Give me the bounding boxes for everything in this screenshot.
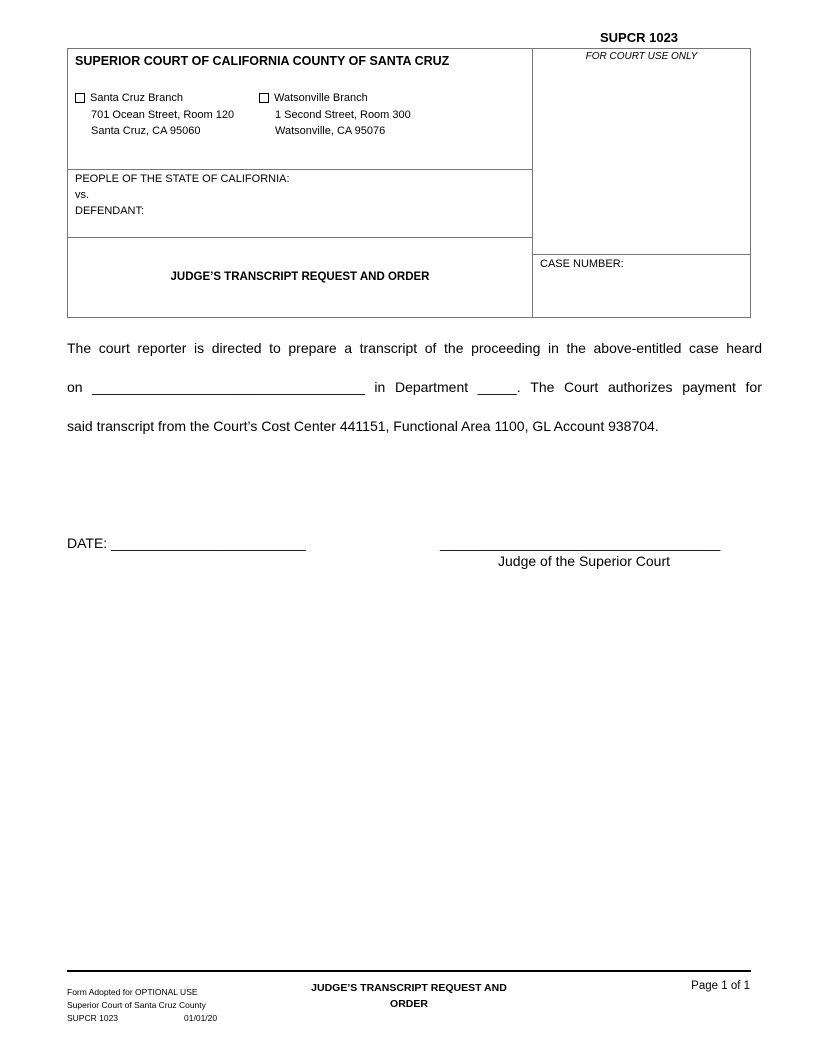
parties-block bbox=[75, 171, 290, 219]
document-title: JUDGE’S TRANSCRIPT REQUEST AND ORDER bbox=[170, 271, 430, 283]
caption-right-column bbox=[533, 49, 750, 317]
court-use-label: FOR COURT USE ONLY bbox=[585, 51, 698, 62]
footer-title-line2: ORDER bbox=[390, 998, 428, 1010]
department-blank[interactable]: _____. bbox=[477, 379, 521, 395]
word: The bbox=[530, 379, 555, 395]
word: Court bbox=[564, 379, 599, 395]
branch-watsonville bbox=[259, 90, 411, 140]
branch-address-line2: Santa Cruz, CA 95060 bbox=[91, 125, 201, 137]
branch-santa-cruz bbox=[75, 90, 234, 140]
branch-address-line1: 1 Second Street, Room 300 bbox=[275, 108, 411, 121]
date-blank[interactable]: _________________________ bbox=[111, 535, 306, 551]
order-text-line-3: said transcript from the Court’s Cost Center 441151, Functional Area 1100, GL Account 938704. bbox=[67, 418, 659, 434]
case-number-label: CASE NUMBER: bbox=[540, 258, 624, 270]
case-caption bbox=[67, 48, 751, 318]
branch-address-line1: 701 Ocean Street, Room 120 bbox=[91, 108, 235, 121]
branch-address-line2: Watsonville, CA 95076 bbox=[275, 125, 386, 137]
court-name: SUPERIOR COURT OF CALIFORNIA COUNTY OF SANTA CRUZ bbox=[75, 54, 450, 68]
footer-title-line1: JUDGE’S TRANSCRIPT REQUEST AND bbox=[311, 982, 507, 994]
footer-title bbox=[300, 980, 518, 1012]
case-number-divider bbox=[533, 254, 750, 255]
footer-code-date bbox=[67, 1012, 217, 1025]
word: payment bbox=[682, 379, 736, 395]
watsonville-branch-checkbox[interactable] bbox=[259, 93, 269, 103]
footer-court: Superior Court of Santa Cruz County bbox=[67, 1000, 206, 1010]
judge-signature-label: Judge of the Superior Court bbox=[498, 553, 670, 569]
word: authorizes bbox=[607, 379, 673, 395]
branch-name: Santa Cruz Branch bbox=[90, 92, 183, 104]
branch-name: Watsonville Branch bbox=[274, 92, 368, 104]
vs-label: vs. bbox=[75, 189, 90, 201]
section-divider bbox=[68, 237, 532, 238]
footer-adopted: Form Adopted for OPTIONAL USE bbox=[67, 987, 198, 997]
santa-cruz-branch-checkbox[interactable] bbox=[75, 93, 85, 103]
people-label: PEOPLE OF THE STATE OF CALIFORNIA: bbox=[75, 173, 290, 185]
order-text-line-1: The court reporter is directed to prepare a transcript of the proceeding in the above-entitled case heard bbox=[67, 340, 762, 356]
form-id: SUPCR 1023 bbox=[600, 30, 679, 45]
footer-form-date: 01/01/20 bbox=[184, 1013, 218, 1023]
defendant-label: DEFENDANT: bbox=[75, 205, 145, 217]
footer-form-code: SUPCR 1023 bbox=[67, 1013, 119, 1023]
word: in bbox=[374, 379, 386, 395]
word: for bbox=[745, 379, 762, 395]
footer-form-info bbox=[67, 986, 217, 1025]
judge-signature-blank[interactable]: ____________________________________ bbox=[440, 535, 721, 551]
hearing-date-blank[interactable]: ___________________________________ bbox=[92, 379, 365, 395]
date-field bbox=[67, 535, 306, 551]
order-text-line-2 bbox=[67, 378, 762, 396]
word: on bbox=[67, 379, 83, 395]
caption-left-column bbox=[68, 49, 533, 317]
footer-rule bbox=[67, 970, 751, 972]
section-divider bbox=[68, 169, 532, 170]
word: Department bbox=[394, 379, 469, 395]
date-label: DATE: bbox=[67, 535, 108, 551]
page-number: Page 1 of 1 bbox=[691, 980, 750, 992]
